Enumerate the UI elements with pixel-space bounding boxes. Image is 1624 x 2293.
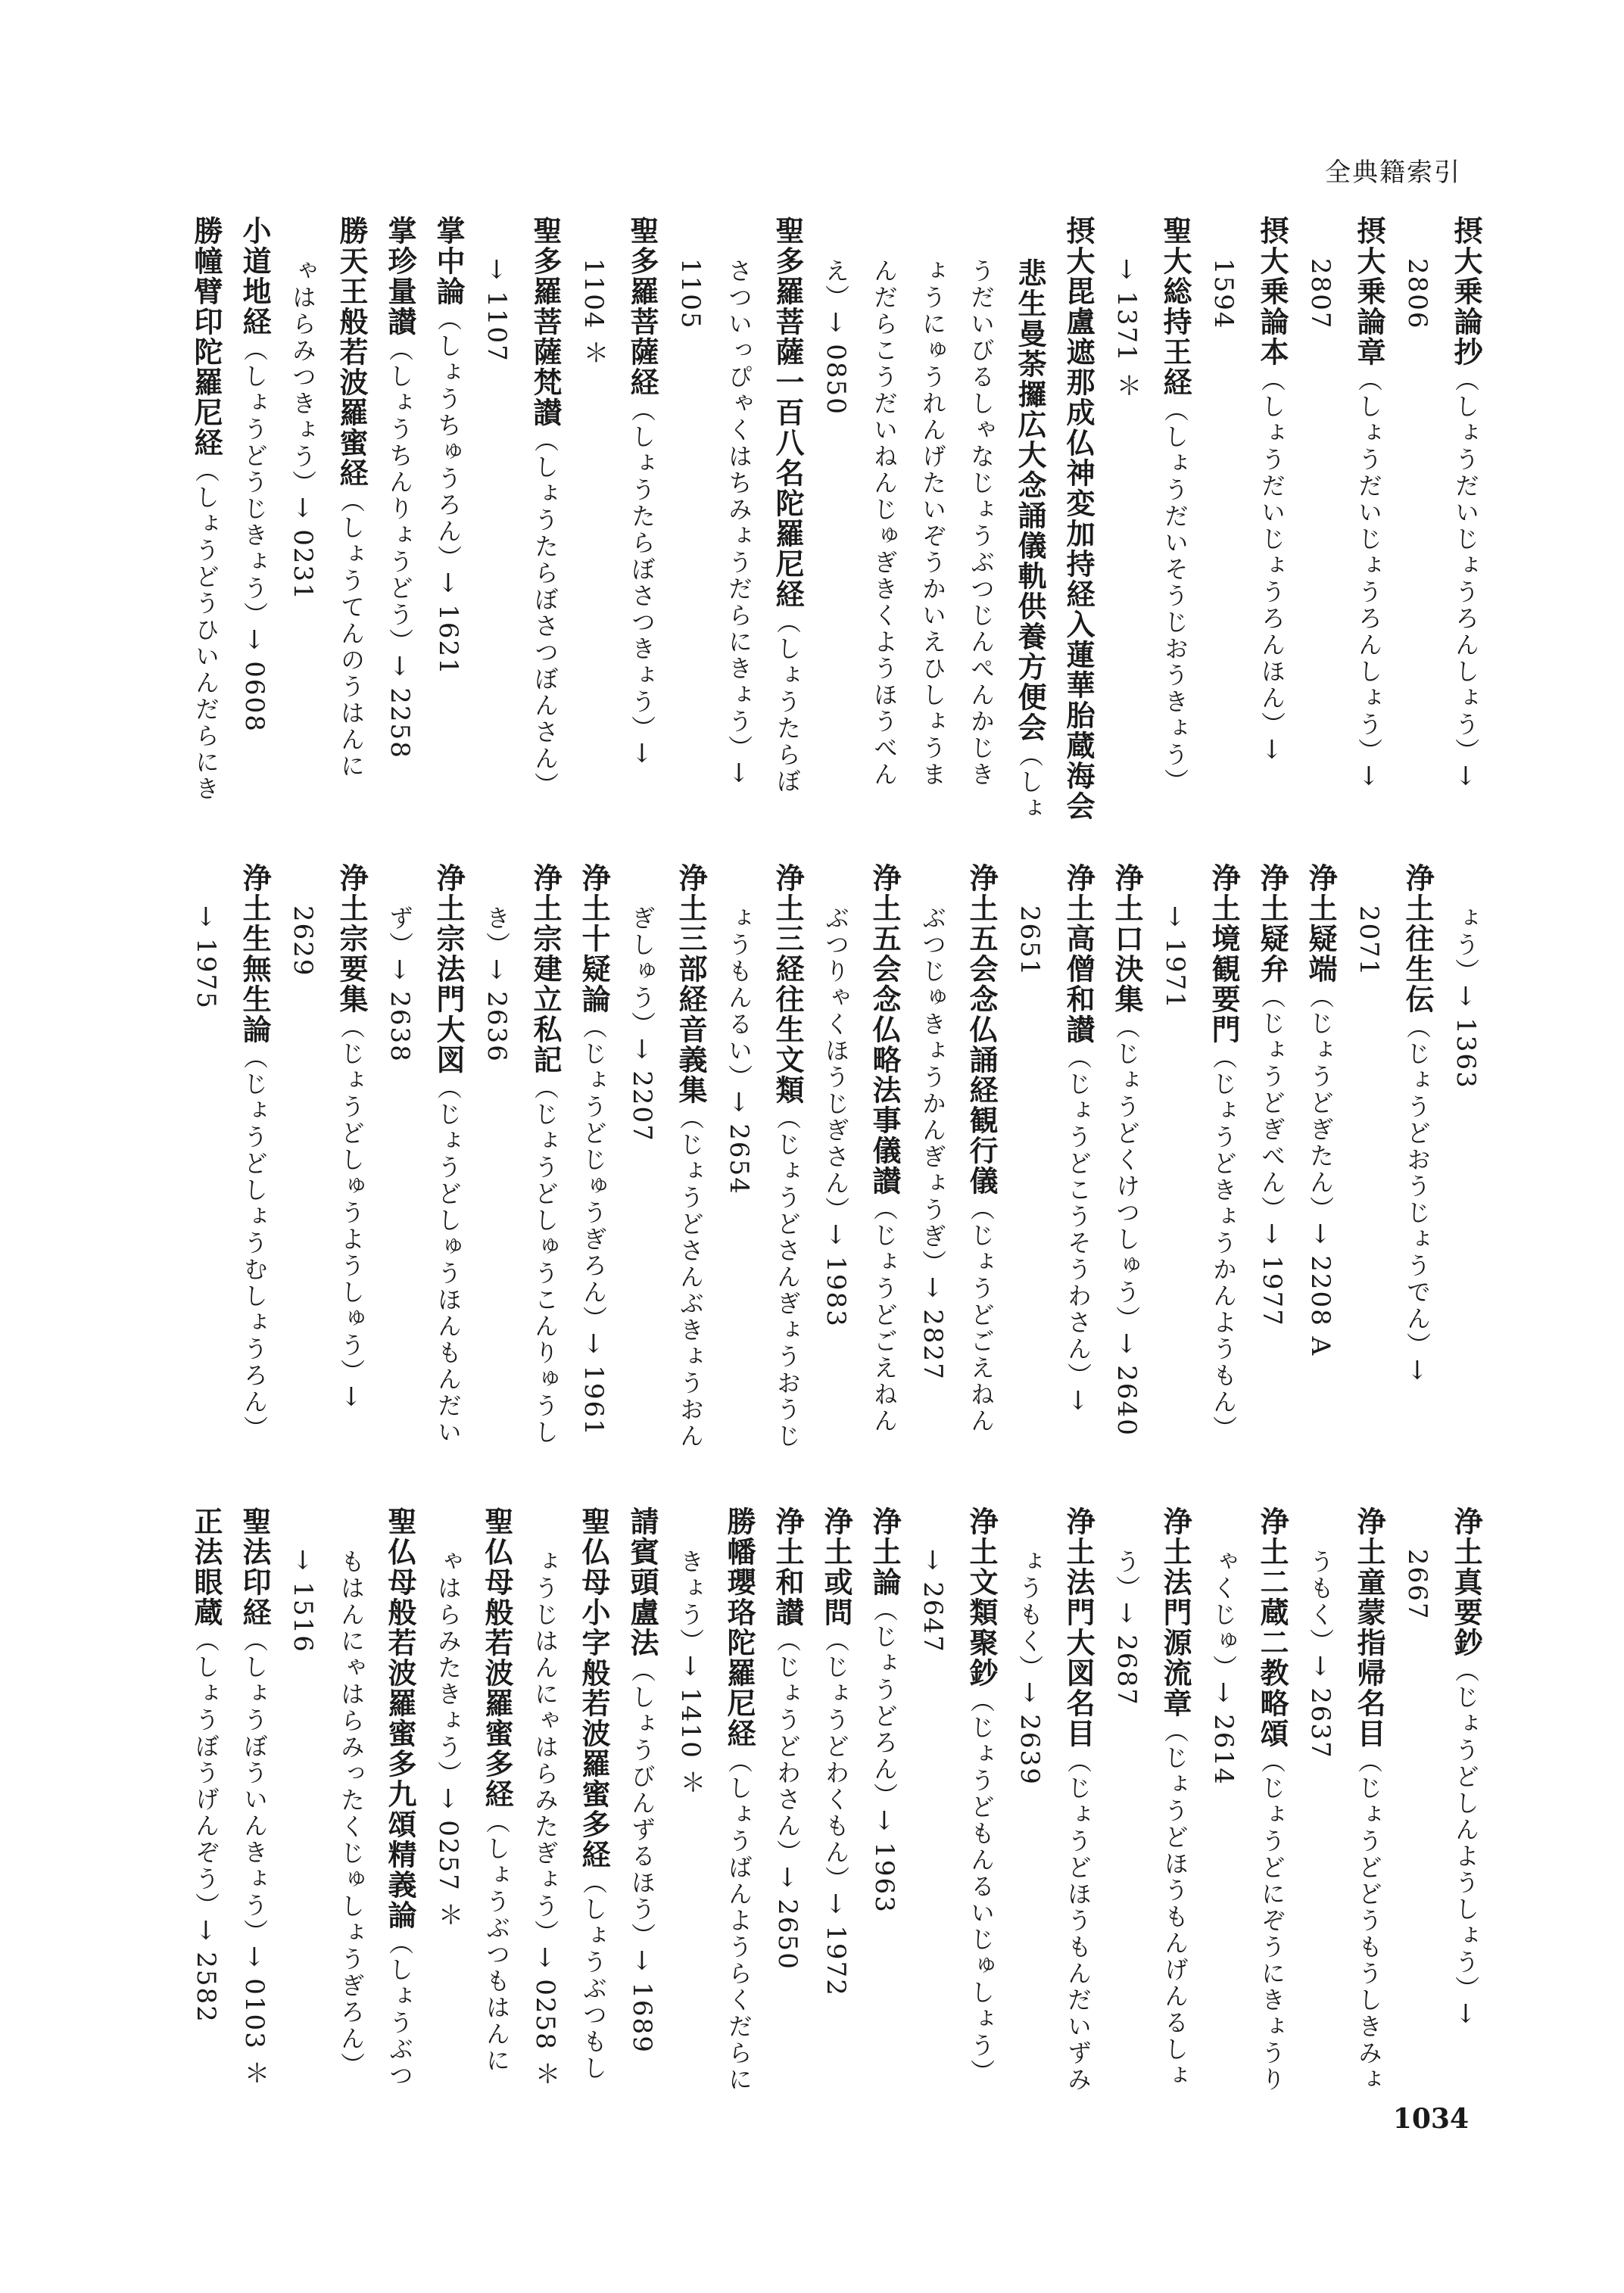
index-term: 小道地経 [238,216,271,337]
index-ref: → 0231 [288,497,318,601]
index-term: 浄土真要鈔 [1449,1506,1482,1658]
index-reading: （しょうたらぼさつきょう） [628,397,656,742]
index-reading: （じょうどごえねん [870,1196,899,1435]
index-ref: → 0103 ＊ [239,1946,270,2087]
index-reading: （じょうどじゅうぎろん） [579,1014,608,1332]
index-reading: （じょうどにぞうにきょうり [1258,1749,1286,2093]
index-ref: → 2637 [1305,1655,1336,1759]
index-entry-column [382,863,418,1476]
index-entry-column [1302,1506,1339,2082]
index-reading: （しょうたらぼさつぼんさん） [531,428,560,799]
index-term: 浄土二蔵二教略頌 [1255,1506,1289,1749]
index-entry-column [866,863,902,1476]
index-entry-column [1205,1506,1242,2082]
index-reading: ゃくじゅ） [1209,1549,1238,1681]
index-ref: → 2639 [1015,1681,1045,1786]
index-ref: → 1107 [482,258,512,363]
index-term: 摂大毘盧遮那成仏神変加持経入蓮華胎蔵海会 [1061,216,1095,821]
index-ref: 1594 [1208,258,1239,330]
index-entry-column [1254,216,1290,814]
index-reading: （じょうどしゅうほんもんだい [434,1075,463,1446]
index-ref: → 1961 [578,1332,609,1437]
index-reading: （じょうどわくもん） [821,1628,850,1893]
index-reading: （じょうどくけつしゅう） [1112,1014,1141,1332]
index-reading: （じょうどしゅうようしゅう） [337,1014,366,1385]
index-entry-column [285,863,321,1476]
index-entry-column [1448,1506,1484,2082]
index-entry-column [769,1506,806,2082]
index-reading: きょう） [676,1549,705,1655]
index-ref: → 1371 ＊ [1111,258,1142,400]
index-entry-column [915,1506,951,2082]
index-reading: え） [821,258,850,311]
index-reading: （じょうどおうじょうでん） [1403,1014,1432,1359]
index-ref: → 0850 [821,311,851,416]
index-entry-column [575,863,612,1476]
index-term: 浄土宗要集 [335,863,368,1014]
index-ref: → 1975 [191,905,221,1010]
index-ref: → 2636 [482,958,512,1063]
index-entry-column [963,216,999,814]
index-entry-column [527,216,563,814]
index-entry-column [721,216,757,814]
index-ref: → 1971 [1160,905,1190,1010]
index-reading: （じょうどきょうかんようもん） [1209,1045,1238,1442]
index-entry-column [769,863,806,1476]
index-reading: （じょうどしょうむしょうろん） [240,1045,269,1442]
index-entry-column [963,1506,999,2086]
index-block-bottom [188,1506,1484,2093]
index-entry-column [1399,216,1435,814]
index-ref: 2071 [1354,905,1384,977]
index-entry-column [1254,863,1290,1476]
index-reading: ゃはらみたきょう） [434,1549,463,1787]
index-ref: → [336,1385,366,1409]
index-ref: → 2207 [627,1038,657,1142]
index-reading: （じょうどしんようしょう） [1451,1658,1480,2002]
index-entry-column [818,216,854,814]
index-reading: さついっぴゃくはちみょうだらにきょう） [725,258,753,762]
index-entry-column [1351,216,1387,814]
index-entry-column [672,216,709,814]
index-reading: （しょうどうじきょう） [240,337,269,628]
index-term: 浄土疑弁 [1255,863,1289,984]
index-entry-column [721,863,757,1476]
index-entry-column [1060,863,1096,1476]
index-reading: ょうにゅうれんげたいぞうかいえひしょうま [918,258,947,788]
index-entry-column [672,1506,709,2082]
index-reading: うだいびるしゃなじょうぶつじんぺんかじき [967,258,996,788]
index-reading: （しょうだいじょうろんしょう） [1451,367,1480,765]
index-entry-column [1060,1506,1096,2093]
index-ref: 2629 [288,905,318,977]
index-reading: き） [482,905,511,958]
index-entry-column [285,1506,321,2082]
index-ref: → 2640 [1111,1332,1142,1437]
index-ref: 1105 [675,258,706,330]
index-ref: → 2258 [385,655,415,759]
index-reading: （しょうちんりょうどう） [385,337,414,655]
index-entry-column [1157,216,1193,814]
index-entry-column [285,216,321,814]
index-entry-column [672,863,709,1476]
index-entry-column [478,216,515,814]
index-reading: （しょ [1015,743,1044,822]
index-reading: （じょうどどうもうしきみょ [1354,1749,1383,2093]
index-reading: （しょうたらぼ [773,609,802,795]
index-term: 浄土三経往生文類 [771,863,804,1105]
index-reading: ぶつりゃくほうじぎさん） [821,905,850,1223]
index-block-middle [188,863,1484,1476]
index-entry-column [333,863,369,1476]
index-entry-column [963,863,999,1476]
index-term: 摂大乗論抄 [1449,216,1482,367]
index-term: 浄土五会念仏誦経観行儀 [965,863,998,1196]
index-term: 聖多羅菩薩経 [625,216,659,397]
index-entry-column [575,1506,612,2082]
index-term: 正法眼蔵 [189,1506,223,1628]
index-entry-column [236,216,273,814]
index-term: 摂大乗論本 [1255,216,1289,367]
index-term: 浄土生無生論 [238,863,271,1045]
index-reading: （しょうだいそうじおうきょう） [1161,397,1189,795]
index-ref: → 2582 [191,1919,221,2024]
index-reading: ょう） [1451,905,1480,985]
index-reading: （しょうぼういんきょう） [240,1628,269,1946]
index-reading: （じょうどごえねん [967,1196,996,1435]
index-entry-column [236,1506,273,2087]
index-entry-column [915,216,951,814]
index-entry-column [1205,863,1242,1476]
index-term: 請賓頭盧法 [625,1506,659,1658]
index-ref: → 0258 ＊ [530,1946,560,2088]
index-term: 聖法印経 [238,1506,271,1628]
index-reading: （じょうどもんるいじゅしょう） [967,1688,996,2086]
index-ref: → 2614 [1208,1681,1239,1786]
index-ref: → 2638 [385,958,415,1063]
index-reading: ゃはらみつきょう） [288,258,317,497]
index-ref: → [1063,1389,1093,1413]
index-entry-column [866,216,902,814]
index-entry-column [188,216,224,814]
index-ref: → 2827 [918,1276,948,1381]
index-term: 聖大総持王経 [1158,216,1192,397]
index-reading: （じょうどわさん） [773,1628,802,1866]
index-ref: → [627,742,657,765]
index-ref: 1104 ＊ [578,258,609,367]
index-term: 聖多羅菩薩梵讃 [528,216,562,428]
index-term: 浄土高僧和讃 [1061,863,1095,1045]
index-reading: （じょうどこうそうわさん） [1064,1045,1093,1389]
index-ref: → 1363 [1451,985,1481,1089]
index-reading: んだらこうだいねんじゅぎきくようほうべん [870,258,899,788]
index-reading: （しょうだいじょうろんしょう） [1354,367,1383,765]
index-header-title: 全典籍索引 [1325,157,1461,188]
index-reading: もはんにゃはらみったくじゅしょうぎろん） [337,1549,366,2079]
index-entry-column [188,1506,224,2082]
index-reading: （しょうびんずるほう） [628,1658,656,1949]
index-entry-column [1108,1506,1145,2082]
index-entry-column [333,1506,369,2082]
index-ref: → 1963 [869,1809,899,1914]
index-reading: （しょうどうひいんだらにき [192,458,220,802]
index-ref: → [1451,765,1481,788]
index-ref: → 0257 ＊ [433,1787,463,1929]
index-term: 浄土十疑論 [577,863,610,1014]
index-entry-column [1011,216,1048,822]
index-ref: → 2647 [918,1549,948,1653]
index-term: 浄土五会念仏略法事儀讃 [868,863,901,1196]
index-term: 掌中論 [432,216,465,307]
index-ref: 2807 [1305,258,1336,330]
index-reading: ょうもんるい） [725,905,753,1091]
index-entry-column [1060,216,1096,821]
index-entry-column [1157,1506,1193,2089]
index-entry-column [333,216,369,814]
index-term: 浄土論 [868,1506,901,1597]
index-reading: （しょうばんようらくだらに [725,1749,753,2093]
index-entry-column [1448,863,1484,1476]
index-entry-column [430,863,466,1476]
index-ref: → 2654 [724,1091,754,1195]
index-reading: （じょうどしゅうこんりゅうし [531,1075,560,1446]
index-term: 浄土疑端 [1304,863,1337,984]
index-term: 摂大乗論章 [1352,216,1386,367]
index-ref: 2651 [1015,905,1045,977]
index-entry-column [382,1506,418,2089]
index-entry-column [236,863,273,1476]
index-ref: → [1451,2002,1481,2026]
index-entry-column [1302,863,1339,1476]
index-entry-column [915,863,951,1476]
index-ref: → 2687 [1111,1602,1142,1706]
index-entry-column [430,216,466,814]
index-ref: → 1689 [627,1949,657,2054]
index-term: 聖仏母小字般若波羅蜜多経 [577,1506,610,1870]
index-entry-column [478,863,515,1476]
index-entry-column [818,1506,854,2082]
index-reading: （しょうぶつもし [579,1870,608,2082]
index-entry-column [1108,216,1145,814]
index-ref: → [1354,765,1384,788]
index-term: 浄土宗法門大図 [432,863,465,1075]
index-entry-column [624,1506,660,2082]
index-entry-column [1399,1506,1435,2082]
index-ref: → 1983 [821,1223,851,1328]
index-reading: （じょうどぎたん） [1306,984,1335,1223]
index-entry-column [1011,1506,1048,2082]
index-term: 浄土法門源流章 [1158,1506,1192,1718]
index-entry-column [1011,863,1048,1476]
index-ref: → 2650 [772,1866,803,1971]
index-ref: 2667 [1402,1549,1432,1621]
index-term: 聖多羅菩薩一百八名陀羅尼経 [771,216,804,609]
index-entry-column [1157,863,1193,1476]
index-reading: （しょうてんのうはんに [337,488,366,780]
index-ref: → 1977 [1257,1223,1287,1327]
index-entry-column [1205,216,1242,814]
page-number: 1034 [1392,2103,1469,2135]
index-entry-column [527,1506,563,2088]
index-reading: （じょうどほうもんげんるしょ [1161,1718,1189,2089]
index-term: 勝幢臂印陀羅尼経 [189,216,223,458]
index-reading: （しょうぼうげんぞう） [192,1628,220,1919]
index-entry-column [866,1506,902,2082]
index-ref: → 0608 [239,628,270,733]
index-reading: （じょうどさんぶきょうおん [676,1105,705,1450]
index-term: 浄土宗建立私記 [528,863,562,1075]
index-term: 浄土法門大図名目 [1061,1506,1095,1749]
index-entry-column [1351,1506,1387,2093]
index-entry-column [1351,863,1387,1476]
index-reading: ぶつじゅきょうかんぎょうぎ） [918,905,947,1276]
index-ref: → [724,762,754,785]
index-entry-column [478,1506,515,2082]
index-entry-column [1448,216,1484,814]
index-entry-column [575,216,612,814]
index-term: 浄土口決集 [1110,863,1143,1014]
index-term: 悲生曼荼攞広大念誦儀軌供養方便会 [1013,258,1046,743]
index-reading: （じょうどほうもんだいずみ [1064,1749,1093,2093]
index-reading: うもく） [1306,1549,1335,1655]
index-term: 聖仏母般若波羅蜜多九頌精義論 [383,1506,416,1930]
index-entry-column [1108,863,1145,1476]
index-entry-column [818,863,854,1476]
index-entry-column [721,1506,757,2093]
index-entry-column [382,216,418,814]
index-entry-column [1302,216,1339,814]
index-ref: → 1410 ＊ [675,1655,706,1796]
index-term: 掌珍量讃 [383,216,416,337]
index-reading: （しょうだいじょうろんほん） [1258,367,1286,738]
index-reading: ょうじはんにゃはらみたぎょう） [531,1549,560,1946]
index-reading: （じょうどさんぎょうおうじ [773,1105,802,1450]
index-entry-column [1254,1506,1290,2093]
index-reading: ょうもく） [1015,1549,1044,1681]
index-block-top [188,216,1484,822]
index-ref: → 1621 [433,572,463,676]
index-ref: → 2208 A [1305,1223,1336,1357]
index-entry-column [624,216,660,814]
index-term: 浄土和讃 [771,1506,804,1628]
index-term: 浄土文類聚鈔 [965,1506,998,1688]
index-term: 浄土三部経音義集 [674,863,707,1105]
index-reading: ず） [385,905,414,958]
index-entry-column [1399,863,1435,1476]
index-term: 聖仏母般若波羅蜜多経 [480,1506,513,1809]
index-entry-column [527,863,563,1476]
index-reading: ぎしゅう） [628,905,656,1038]
index-term: 勝幡瓔珞陀羅尼経 [722,1506,756,1749]
index-term: 浄土境観要門 [1207,863,1240,1045]
index-term: 浄土或問 [819,1506,853,1628]
index-ref: → [1257,738,1287,762]
index-reading: （じょうどろん） [870,1597,899,1809]
index-reading: （しょうぶつもはんに [482,1809,511,2074]
index-term: 勝天王般若波羅蜜経 [335,216,368,488]
index-entry-column [188,863,224,1476]
index-entry-column [624,863,660,1476]
index-ref: → 1516 [288,1549,318,1653]
index-term: 浄土童蒙指帰名目 [1352,1506,1386,1749]
index-entry-column [769,216,806,814]
index-ref: → [1402,1359,1432,1382]
index-reading: （じょうどぎべん） [1258,984,1286,1223]
index-ref: 2806 [1402,258,1432,330]
index-entry-column [430,1506,466,2082]
index-reading: う） [1112,1549,1141,1602]
index-reading: （しょうぶつ [385,1930,414,2089]
index-ref: → 1972 [821,1893,851,1997]
index-term: 浄土往生伝 [1401,863,1434,1014]
index-reading: （しょうちゅうろん） [434,307,463,572]
